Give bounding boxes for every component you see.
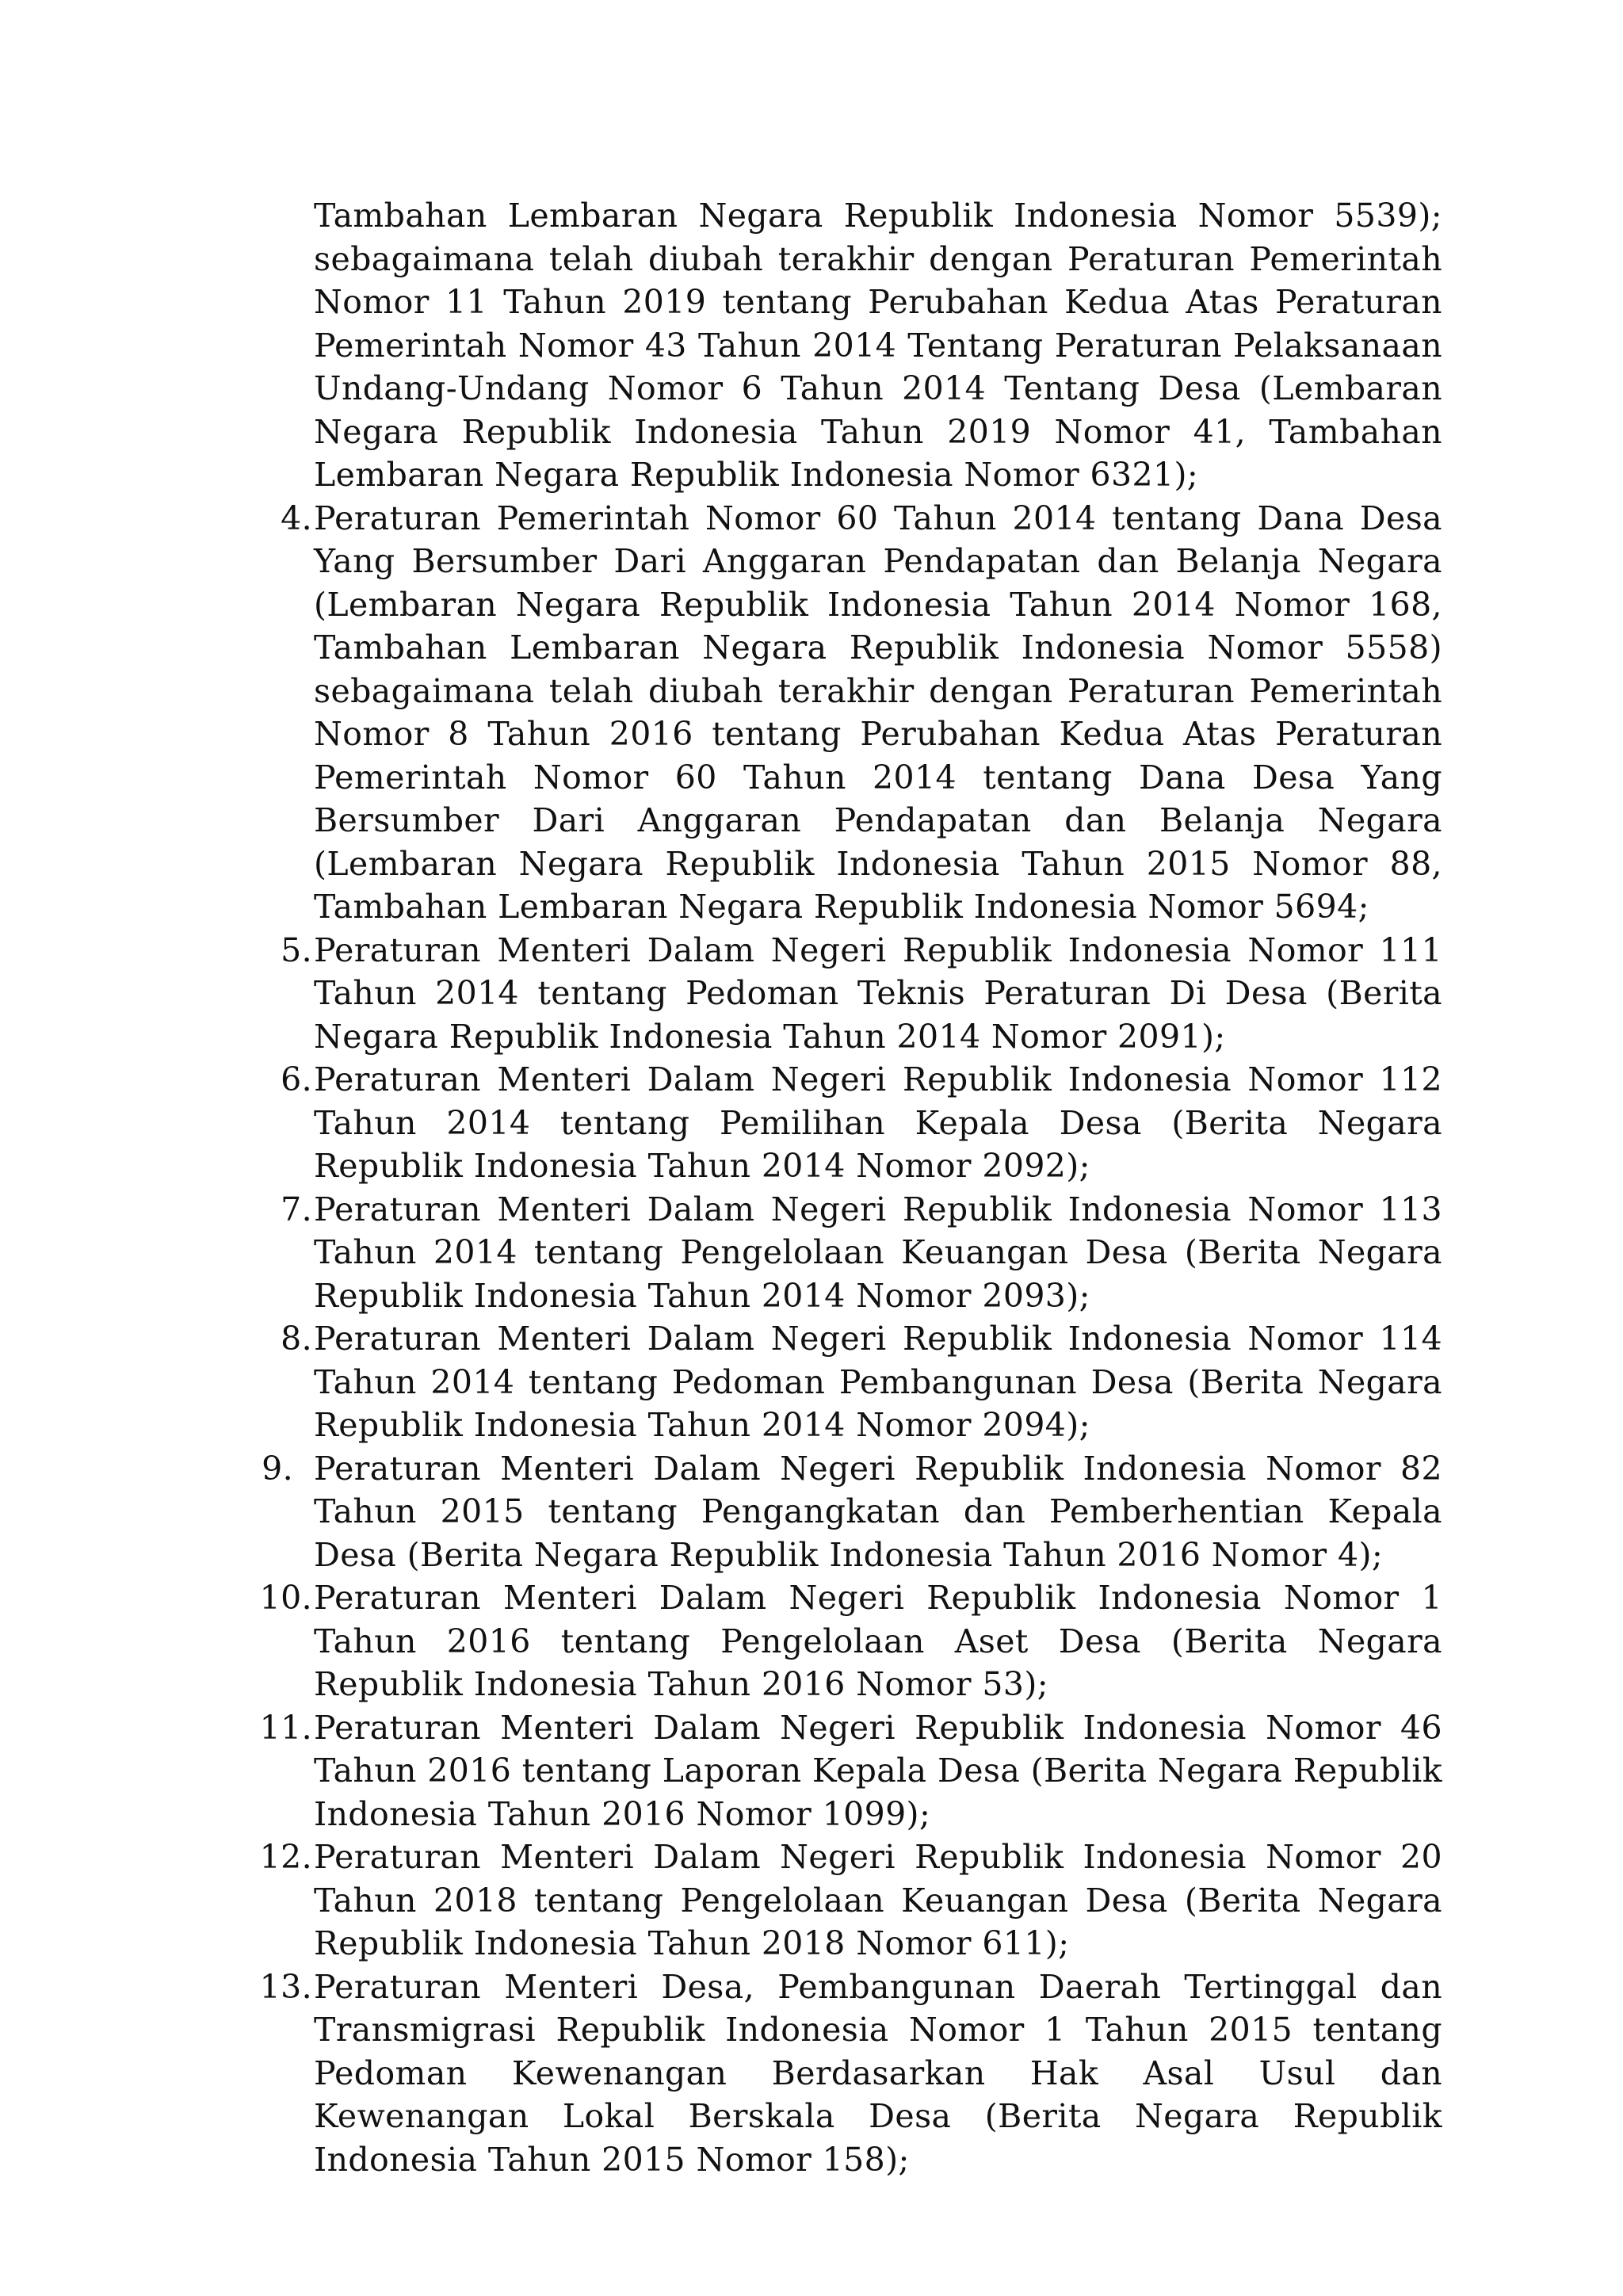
- list-item-text: Peraturan Pemerintah Nomor 60 Tahun 2014 tentang Dana Desa Yang Bersumber Dari Anggaran Pendapatan dan Belanja Negara (Lembaran Negara Republik Indonesia Tahun 2014 Nomor 168, Tambahan Lembaran Negara Republik Indonesia Nomor 5558) sebagaimana telah diubah terakhir dengan Peraturan Pemerintah Nomor 8 Tahun 2016 tentang Perubahan Kedua Atas Peraturan Pemerintah Nomor 60 Tahun 2014 tentang Dana Desa Yang Bersumber Dari Anggaran Pendapatan dan Belanja Negara (Lembaran Negara Republik Indonesia Tahun 2015 Nomor 88, Tambahan Lembaran Negara Republik Indonesia Nomor 5694;: [314, 499, 1442, 926]
- list-item-number: 4.: [281, 499, 312, 537]
- list-item: [238, 1058, 1442, 1188]
- list-item: [238, 1447, 1442, 1577]
- list-item-number: 7.: [281, 1190, 312, 1228]
- list-item-text: Peraturan Menteri Dalam Negeri Republik Indonesia Nomor 82 Tahun 2015 tentang Pengangkatan dan Pemberhentian Kepala Desa (Berita Negara Republik Indonesia Tahun 2016 Nomor 4);: [314, 1449, 1442, 1574]
- list-item: [238, 1966, 1442, 2182]
- list-item-text: Tambahan Lembaran Negara Republik Indonesia Nomor 5539); sebagaimana telah diubah terakhir dengan Peraturan Pemerintah Nomor 11 Tahun 2019 tentang Perubahan Kedua Atas Peraturan Pemerintah Nomor 43 Tahun 2014 Tentang Peraturan Pelaksanaan Undang-Undang Nomor 6 Tahun 2014 Tentang Desa (Lembaran Negara Republik Indonesia Tahun 2019 Nomor 41, Tambahan Lembaran Negara Republik Indonesia Nomor 6321);: [314, 197, 1442, 494]
- list-item: [238, 1706, 1442, 1836]
- list-item-text: Peraturan Menteri Dalam Negeri Republik Indonesia Nomor 112 Tahun 2014 tentang Pemilihan Kepala Desa (Berita Negara Republik Indonesia Tahun 2014 Nomor 2092);: [314, 1060, 1442, 1185]
- list-item-continuation: [238, 194, 1442, 497]
- list-item-number: 10.: [259, 1579, 312, 1617]
- list-item: [238, 929, 1442, 1059]
- list-item-number: 13.: [259, 1967, 312, 2006]
- list-item-text: Peraturan Menteri Dalam Negeri Republik Indonesia Nomor 114 Tahun 2014 tentang Pedoman Pembangunan Desa (Berita Negara Republik Indonesia Tahun 2014 Nomor 2094);: [314, 1320, 1442, 1444]
- list-item: [238, 1188, 1442, 1318]
- list-item-text: Peraturan Menteri Dalam Negeri Republik Indonesia Nomor 1 Tahun 2016 tentang Pengelolaan Aset Desa (Berita Negara Republik Indonesia Tahun 2016 Nomor 53);: [314, 1579, 1442, 1703]
- list-item-number: 5.: [281, 930, 312, 969]
- list-item: [238, 497, 1442, 929]
- list-item-text: Peraturan Menteri Desa, Pembangunan Daerah Tertinggal dan Transmigrasi Republik Indonesia Nomor 1 Tahun 2015 tentang Pedoman Kewenangan Berdasarkan Hak Asal Usul dan Kewenangan Lokal Berskala Desa (Berita Negara Republik Indonesia Tahun 2015 Nomor 158);: [314, 1967, 1442, 2179]
- list-item: [238, 1317, 1442, 1447]
- list-item-number: 9.: [262, 1449, 293, 1488]
- list-item-number: 8.: [281, 1320, 312, 1358]
- list-item-text: Peraturan Menteri Dalam Negeri Republik Indonesia Nomor 113 Tahun 2014 tentang Pengelolaan Keuangan Desa (Berita Negara Republik Indonesia Tahun 2014 Nomor 2093);: [314, 1190, 1442, 1315]
- list-item-text: Peraturan Menteri Dalam Negeri Republik Indonesia Nomor 111 Tahun 2014 tentang Pedoman Teknis Peraturan Di Desa (Berita Negara Republik Indonesia Tahun 2014 Nomor 2091);: [314, 930, 1442, 1056]
- list-item-number: 12.: [259, 1838, 312, 1876]
- legal-basis-list: [238, 194, 1442, 2181]
- list-item-number: 6.: [281, 1060, 312, 1098]
- list-item-text: Peraturan Menteri Dalam Negeri Republik Indonesia Nomor 20 Tahun 2018 tentang Pengelolaan Keuangan Desa (Berita Negara Republik Indonesia Tahun 2018 Nomor 611);: [314, 1838, 1442, 1962]
- list-item: [238, 1576, 1442, 1706]
- list-item-text: Peraturan Menteri Dalam Negeri Republik Indonesia Nomor 46 Tahun 2016 tentang Laporan Kepala Desa (Berita Negara Republik Indonesia Tahun 2016 Nomor 1099);: [314, 1708, 1442, 1833]
- list-item: [238, 1836, 1442, 1966]
- list-item-number: 11.: [259, 1708, 312, 1747]
